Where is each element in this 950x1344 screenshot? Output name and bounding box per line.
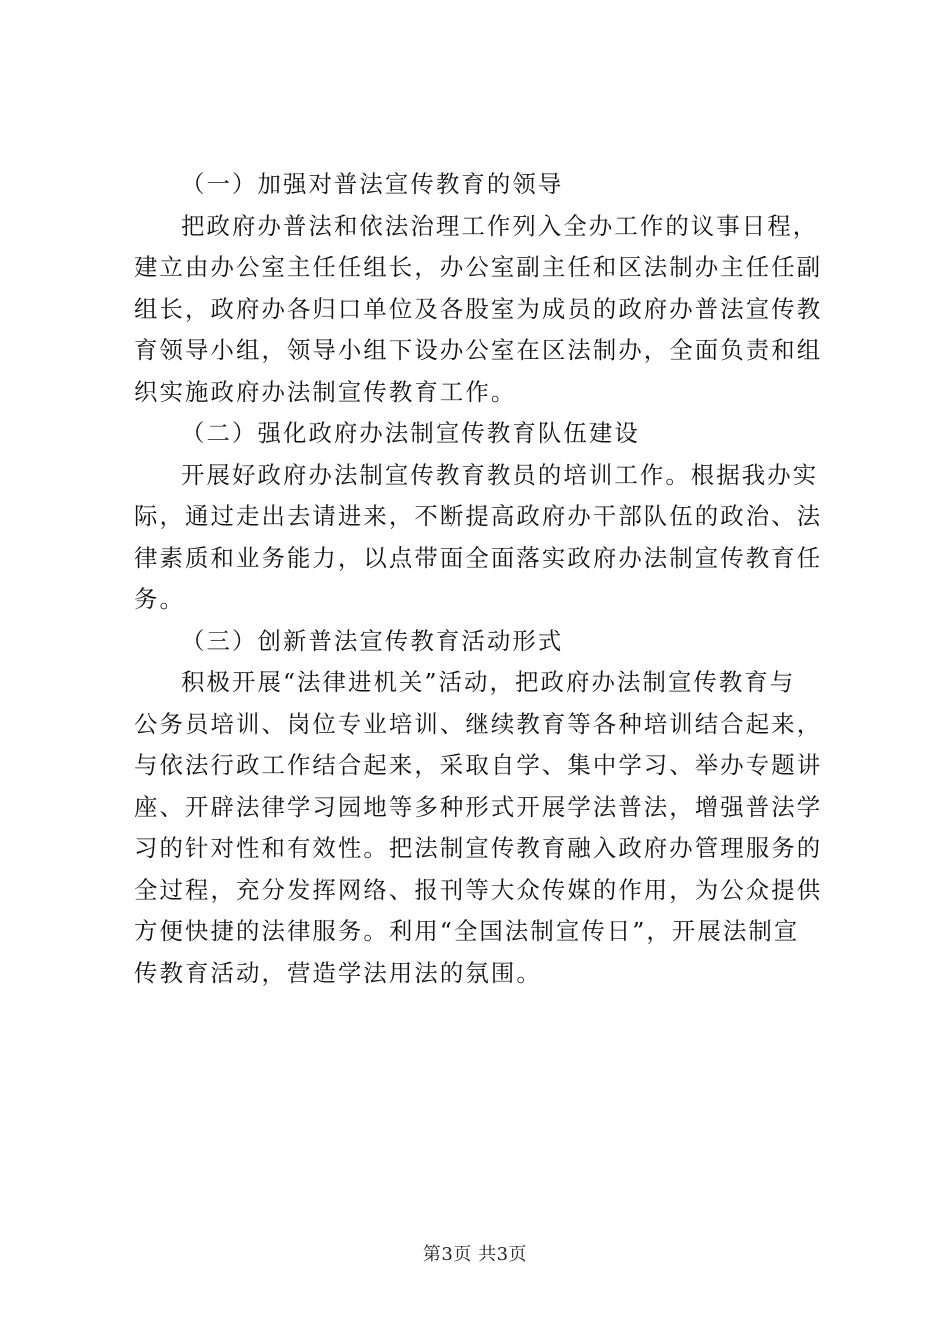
paragraph-line: 与依法行政工作结合起来，采取自学、集中学习、举办专题讲 — [134, 751, 823, 779]
paragraph-line: 育领导小组，领导小组下设办公室在区法制办，全面负责和组 — [134, 336, 823, 364]
paragraph-line: 建立由办公室主任任组长，办公室副主任和区法制办主任任副 — [134, 253, 823, 281]
paragraph-line: 习的针对性和有效性。把法制宣传教育融入政府办管理服务的 — [134, 834, 823, 862]
paragraph-line: 积极开展“法律进机关”活动，把政府办法制宣传教育与 — [181, 668, 796, 696]
section-heading-1: （一）加强对普法宣传教育的领导 — [181, 170, 564, 198]
document-body — [134, 164, 834, 994]
paragraph-line: 方便快捷的法律服务。利用“全国法制宣传日”，开展法制宣 — [134, 917, 800, 945]
paragraph-line: 务。 — [134, 585, 185, 613]
section-heading-3: （三）创新普法宣传教育活动形式 — [181, 626, 564, 655]
paragraph-line: 织实施政府办法制宣传教育工作。 — [134, 377, 517, 406]
paragraph-line: 全过程，充分发挥网络、报刊等大众传媒的作用，为公众提供 — [134, 875, 823, 904]
paragraph-line: 律素质和业务能力，以点带面全面落实政府办法制宣传教育任 — [134, 543, 823, 572]
paragraph-line: 际，通过走出去请进来，不断提高政府办干部队伍的政治、法 — [134, 502, 823, 530]
section-heading-2: （二）强化政府办法制宣传教育队伍建设 — [181, 419, 640, 447]
paragraph-line: 开展好政府办法制宣传教育教员的培训工作。根据我办实 — [181, 460, 819, 489]
paragraph-line: 公务员培训、岗位专业培训、继续教育等各种培训结合起来， — [134, 709, 823, 738]
paragraph-line: 组长，政府办各归口单位及各股室为成员的政府办普法宣传教 — [134, 294, 823, 323]
page-number-footer: 第3页 共3页 — [422, 1244, 528, 1265]
paragraph-line: 传教育活动，营造学法用法的氛围。 — [134, 958, 542, 987]
paragraph-line: 座、开辟法律学习园地等多种形式开展学法普法，增强普法学 — [134, 792, 823, 821]
paragraph-line: 把政府办普法和依法治理工作列入全办工作的议事日程， — [181, 211, 819, 240]
